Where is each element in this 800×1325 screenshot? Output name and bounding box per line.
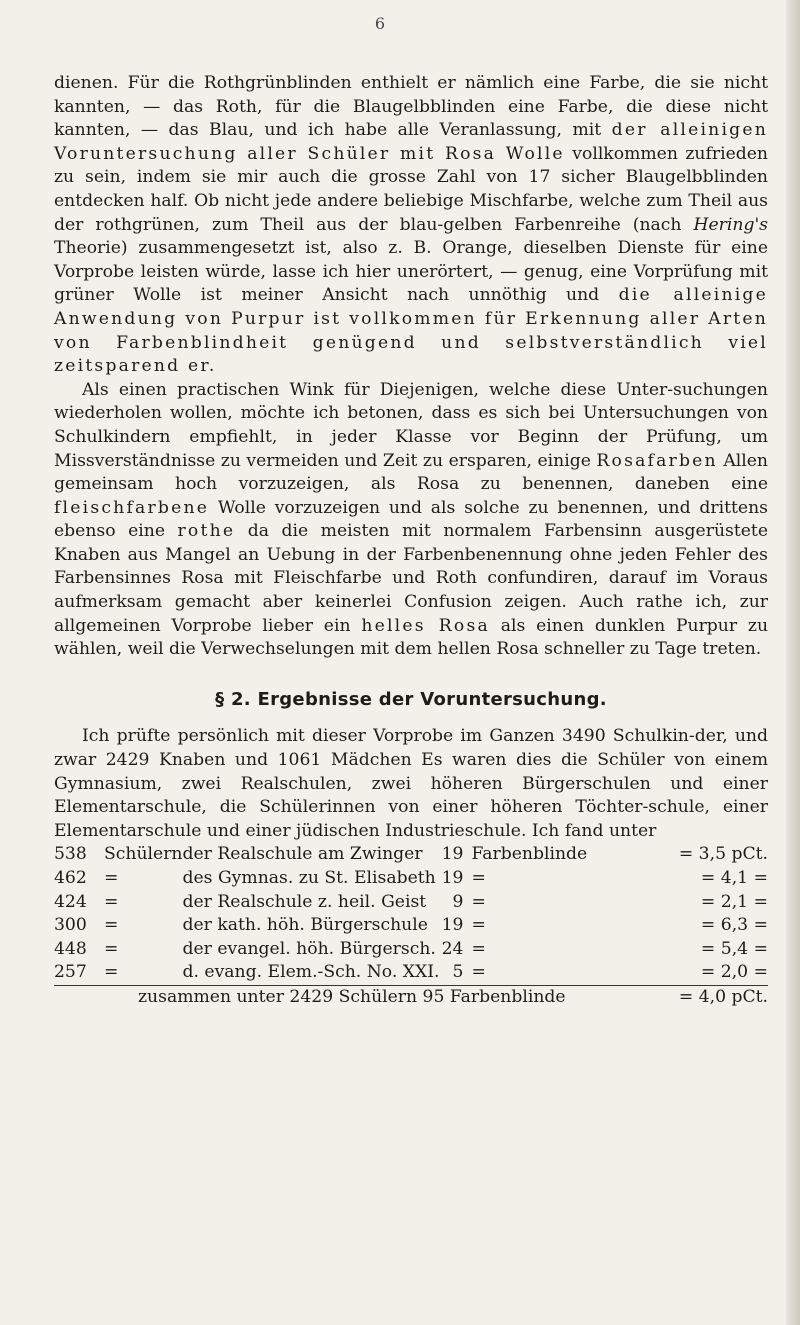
table-total-row	[54, 985, 768, 1009]
emphasis-fleischfarbene: fleischfarbene	[54, 497, 210, 518]
table-row	[54, 891, 768, 915]
table-cell-n: 462	[54, 868, 87, 888]
table-row	[54, 914, 768, 938]
table-cell-count: 9	[452, 891, 464, 912]
table-row	[54, 867, 768, 891]
table-cell-school: d. evang. Elem.-Sch. No. XXI.	[182, 962, 440, 983]
table-row	[54, 961, 768, 985]
table-cell-pct: = 4,1 =	[700, 868, 768, 888]
page-number: 6	[374, 14, 386, 33]
table-row	[54, 843, 768, 867]
table-cell-n: 448	[54, 938, 87, 959]
table-cell-school: der Realschule am Zwinger	[182, 844, 423, 865]
table-cell-count: 19	[441, 915, 464, 936]
table-cell-pct: = 5,4 =	[700, 938, 768, 959]
table-cell-school: der evangel. höh. Bürgersch.	[182, 938, 436, 959]
table-cell-pct: = 2,1 =	[700, 891, 768, 912]
table-cell-count: 24	[441, 938, 464, 959]
emphasis-purpur: die alleinige Anwendung von Purpur ist vollkommen für Erkennung aller Arten von Farbenblindheit genügend und selbstverständlich viel zeitsparend er.	[54, 285, 768, 377]
table-cell-of: =	[104, 868, 119, 888]
emphasis-rosafarben: Rosafarben	[596, 450, 718, 471]
results-table	[54, 843, 768, 1009]
total-text: zusammen unter 2429 Schülern 95 Farbenblinde	[104, 985, 621, 1009]
paragraph-1: dienen. Für die Rothgrünblinden enthielt er nämlich eine Farbe, die sie nicht kannten, — das Roth, für die Blaugelbblinden eine Farbe, die diese nicht kannten, — das Blau, und ich habe alle Veranlassung, mit der alleinigen Voruntersuchung aller Schüler mit Rosa Wolle vollkommen zufrieden zu sein, indem sie mir auch die grosse Zahl von 17 sicher Blaugelbblinden entdecken half. Ob nicht jede andere beliebige Mischfarbe, welche zum Theil aus der rothgrünen, zum Theil aus der blau-gelben Farbenreihe (nach Hering's Theorie) zusammengesetzt ist, also z. B. Orange, dieselben Dienste für eine Vorprobe leisten würde, lasse ich hier unerörtert, — genug, eine Vorprüfung mit grüner Wolle ist meiner Ansicht nach unnöthig und die alleinige Anwendung von Purpur ist vollkommen für Erkennung aller Arten von Farbenblindheit genügend und selbstverständlich viel zeitsparend er.	[54, 73, 768, 377]
table-cell-n: 538	[54, 844, 87, 865]
table-cell-of: =	[104, 962, 119, 983]
table-cell-n: 257	[54, 962, 87, 983]
table-cell-label: =	[471, 938, 486, 959]
total-percent: = 4,0 pCt.	[621, 985, 768, 1009]
table-cell-of: Schülern	[104, 844, 183, 865]
emphasis-rothe: rothe	[177, 521, 236, 542]
paragraph-3: Ich prüfte persönlich mit dieser Vorprobe im Ganzen 3490 Schulkin-der, und zwar 2429 Knaben und 1061 Mädchen Es waren dies die Schüler von einem Gymnasium, zwei Realschulen, zwei höheren Bürgerschulen und einer Elementarschule, die Schülerinnen von einer höheren Töchter-schule, einer Elementarschule und einer jüdischen Industrieschule. Ich fand unter	[54, 726, 768, 841]
table-cell-n: 300	[54, 915, 87, 936]
table-cell-school: der Realschule z. heil. Geist	[182, 891, 427, 912]
table-cell-count: 19	[441, 868, 464, 888]
table-cell-label: Farbenblinde	[471, 844, 588, 865]
paragraph-2: Als einen practischen Wink für Diejenigen, welche diese Unter-suchungen wiederholen wollen, möchte ich betonen, dass es sich bei Untersuchungen von Schulkindern empfiehlt, in jeder Klasse vor Beginn der Prüfung, um Missverständnisse zu vermeiden und Zeit zu ersparen, einige Rosafarben Allen gemeinsam hoch vorzuzeigen, als Rosa zu benennen, daneben eine fleischfarbene Wolle vorzuzeigen und als solche zu benennen, und drittens ebenso eine rothe da die meisten mit normalem Farbensinn ausgerüstete Knaben aus Mangel an Uebung in der Farbenbenennung ohne jeden Fehler des Farbensinnes Rosa mit Fleischfarbe und Roth confundiren, darauf im Voraus aufmerksam gemacht aber keinerlei Confusion zeigen. Auch rathe ich, zur allgemeinen Vorprobe lieber ein helles Rosa als einen dunklen Purpur zu wählen, weil die Verwechselungen mit dem hellen Rosa schneller zu Tage treten.	[54, 379, 769, 660]
table-cell-label: =	[471, 915, 486, 936]
table-cell-pct: = 2,0 =	[700, 962, 768, 983]
table-cell-label: =	[471, 962, 486, 983]
table-cell-label: =	[471, 891, 486, 912]
section-heading: § 2. Ergebnisse der Voruntersuchung.	[215, 688, 607, 710]
table-cell-pct: = 6,3 =	[700, 915, 768, 936]
table-cell-of: =	[104, 891, 119, 912]
table-cell-count: 19	[441, 844, 464, 865]
table-cell-label: =	[471, 868, 486, 888]
emphasis-rosa-wolle: der alleinigen Voruntersuchung aller Schüler mit Rosa Wolle	[54, 120, 768, 164]
author-hering: Hering's	[693, 214, 768, 235]
table-cell-school: des Gymnas. zu St. Elisabeth	[182, 868, 436, 888]
document-body	[54, 72, 768, 1010]
table-cell-count: 5	[452, 962, 464, 983]
table-cell-pct: = 3,5 pCt.	[678, 844, 768, 865]
table-row	[54, 938, 768, 962]
table-cell-of: =	[104, 915, 119, 936]
emphasis-helles-rosa: helles Rosa	[361, 615, 490, 636]
table-cell-of: =	[104, 938, 119, 959]
table-cell-n: 424	[54, 891, 87, 912]
page-edge-shadow	[786, 0, 800, 1325]
table-cell-school: der kath. höh. Bürgerschule	[182, 915, 428, 936]
